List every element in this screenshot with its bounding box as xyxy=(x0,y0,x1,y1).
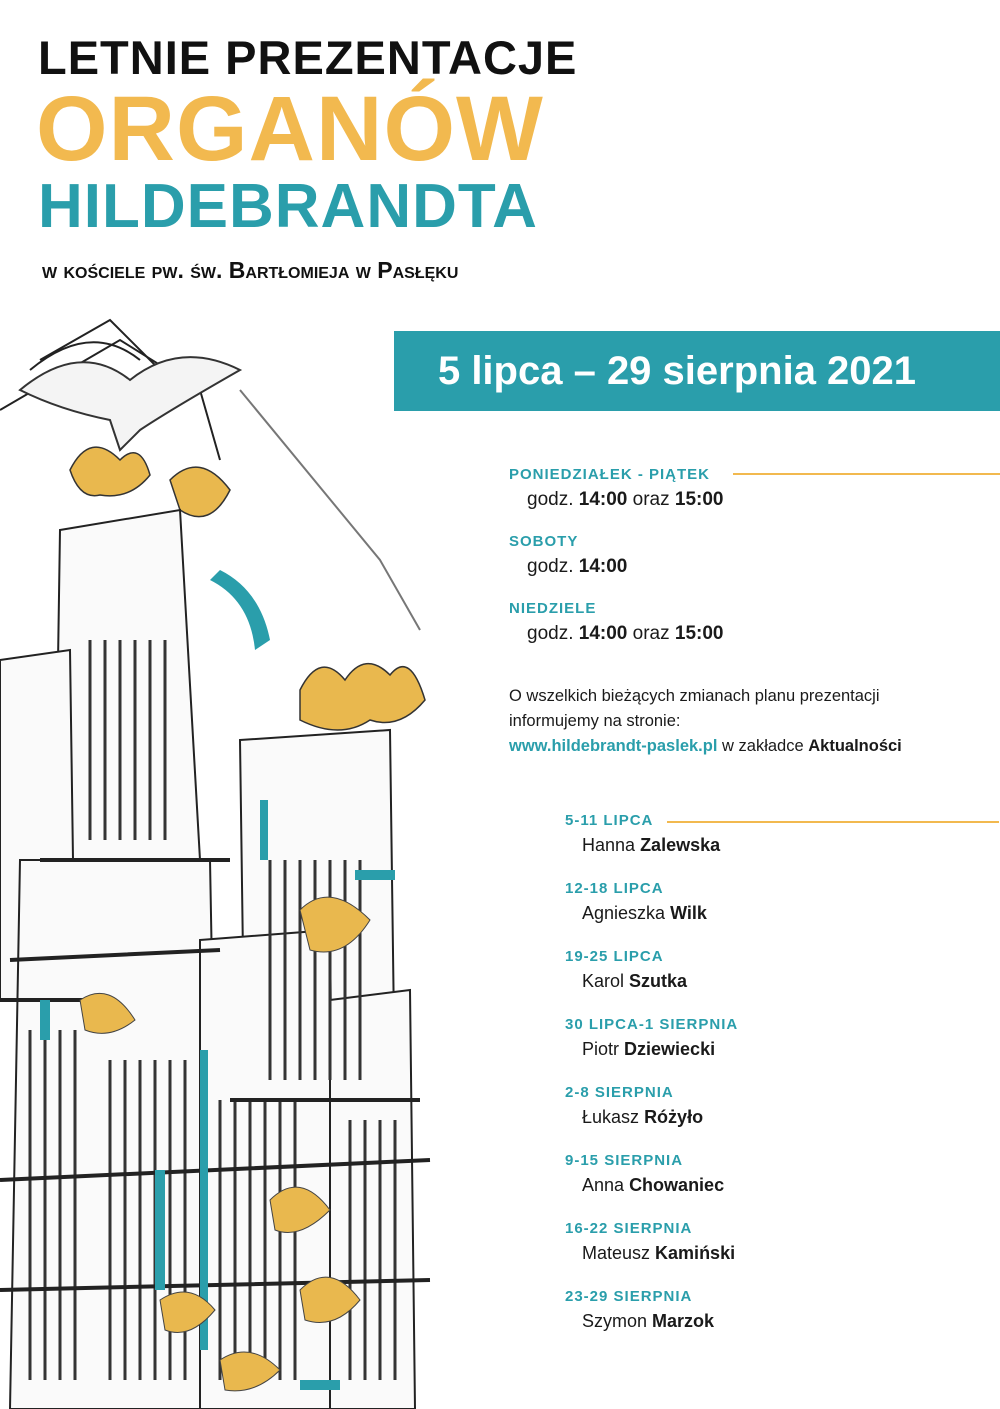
list-item xyxy=(565,1288,1000,1356)
schedule-day: PONIEDZIAŁEK - PIĄTEK xyxy=(509,466,711,483)
hours-time-2: 15:00 xyxy=(674,489,724,510)
organ-illustration xyxy=(0,300,500,1409)
performer-dates: 23-29 SIERPNIA xyxy=(565,1288,693,1305)
first-name: Szymon xyxy=(582,1311,648,1331)
last-name: Chowaniec xyxy=(629,1175,725,1195)
news-section: Aktualności xyxy=(808,737,902,755)
list-item xyxy=(565,1152,1000,1220)
first-name: Piotr xyxy=(582,1039,620,1059)
festival-dates: 5 lipca – 29 sierpnia 2021 xyxy=(437,348,917,393)
performer-name xyxy=(582,1311,1000,1332)
website-link[interactable]: www.hildebrandt-paslek.pl xyxy=(509,737,718,755)
date-banner xyxy=(394,331,1000,411)
changes-notice xyxy=(509,684,969,759)
notice-line-2: informujemy na stronie: xyxy=(509,712,681,730)
last-name: Marzok xyxy=(652,1311,715,1331)
hours-prefix: godz. xyxy=(527,556,574,577)
title-line-1: LETNIE PREZENTACJE xyxy=(38,31,578,84)
performer-name xyxy=(582,1243,1000,1264)
list-item xyxy=(565,948,1000,1016)
hours-prefix: godz. xyxy=(527,489,574,510)
first-name: Agnieszka xyxy=(582,903,666,923)
weekly-schedule xyxy=(509,466,1000,667)
schedule-saturdays xyxy=(509,533,1000,578)
first-name: Łukasz xyxy=(582,1107,640,1127)
last-name: Kamiński xyxy=(655,1243,736,1263)
performer-dates: 9-15 SIERPNIA xyxy=(565,1152,684,1169)
last-name: Wilk xyxy=(670,903,707,923)
schedule-day: NIEDZIELE xyxy=(509,600,597,617)
performer-name xyxy=(582,1039,1000,1060)
list-item xyxy=(565,1084,1000,1152)
first-name: Anna xyxy=(582,1175,625,1195)
performer-name xyxy=(582,903,1000,924)
hours-time-1: 14:00 xyxy=(578,556,628,577)
notice-line-3 xyxy=(509,734,969,759)
performers-list xyxy=(565,812,1000,1356)
hours-time-2: 15:00 xyxy=(674,623,724,644)
notice-line-1: O wszelkich bieżących zmianach planu prezentacji xyxy=(509,687,880,705)
list-item xyxy=(565,1016,1000,1084)
schedule-hours xyxy=(527,556,1000,578)
hours-time-1: 14:00 xyxy=(578,623,628,644)
notice-mid: w zakładce xyxy=(722,737,804,755)
hours-joiner: oraz xyxy=(632,489,670,510)
title-line-3: HILDEBRANDTA xyxy=(38,172,538,241)
performer-name xyxy=(582,1107,1000,1128)
last-name: Zalewska xyxy=(640,835,721,855)
performer-dates: 2-8 SIERPNIA xyxy=(565,1084,674,1101)
performer-name xyxy=(582,971,1000,992)
schedule-sundays xyxy=(509,600,1000,645)
performer-dates: 16-22 SIERPNIA xyxy=(565,1220,693,1237)
performer-name xyxy=(582,1175,1000,1196)
performers-divider xyxy=(667,821,999,823)
schedule-divider xyxy=(733,473,1000,475)
performer-dates: 30 LIPCA-1 SIERPNIA xyxy=(565,1016,739,1033)
first-name: Karol xyxy=(582,971,625,991)
hours-prefix: godz. xyxy=(527,623,574,644)
venue-subtitle: w kościele pw. św. Bartłomieja w Pasłęku xyxy=(42,257,459,283)
first-name: Hanna xyxy=(582,835,636,855)
schedule-day: SOBOTY xyxy=(509,533,579,550)
performer-dates: 19-25 LIPCA xyxy=(565,948,664,965)
list-item xyxy=(565,880,1000,948)
first-name: Mateusz xyxy=(582,1243,651,1263)
performer-dates: 12-18 LIPCA xyxy=(565,880,664,897)
schedule-hours xyxy=(527,623,1000,645)
last-name: Szutka xyxy=(629,971,688,991)
schedule-hours xyxy=(527,489,1000,511)
last-name: Dziewiecki xyxy=(624,1039,716,1059)
performer-dates: 5-11 LIPCA xyxy=(565,812,654,829)
title-line-2: ORGANÓW xyxy=(36,78,544,180)
hours-time-1: 14:00 xyxy=(578,489,628,510)
last-name: Różyło xyxy=(644,1107,704,1127)
performer-name xyxy=(582,835,1000,856)
list-item xyxy=(565,1220,1000,1288)
hours-joiner: oraz xyxy=(632,623,670,644)
